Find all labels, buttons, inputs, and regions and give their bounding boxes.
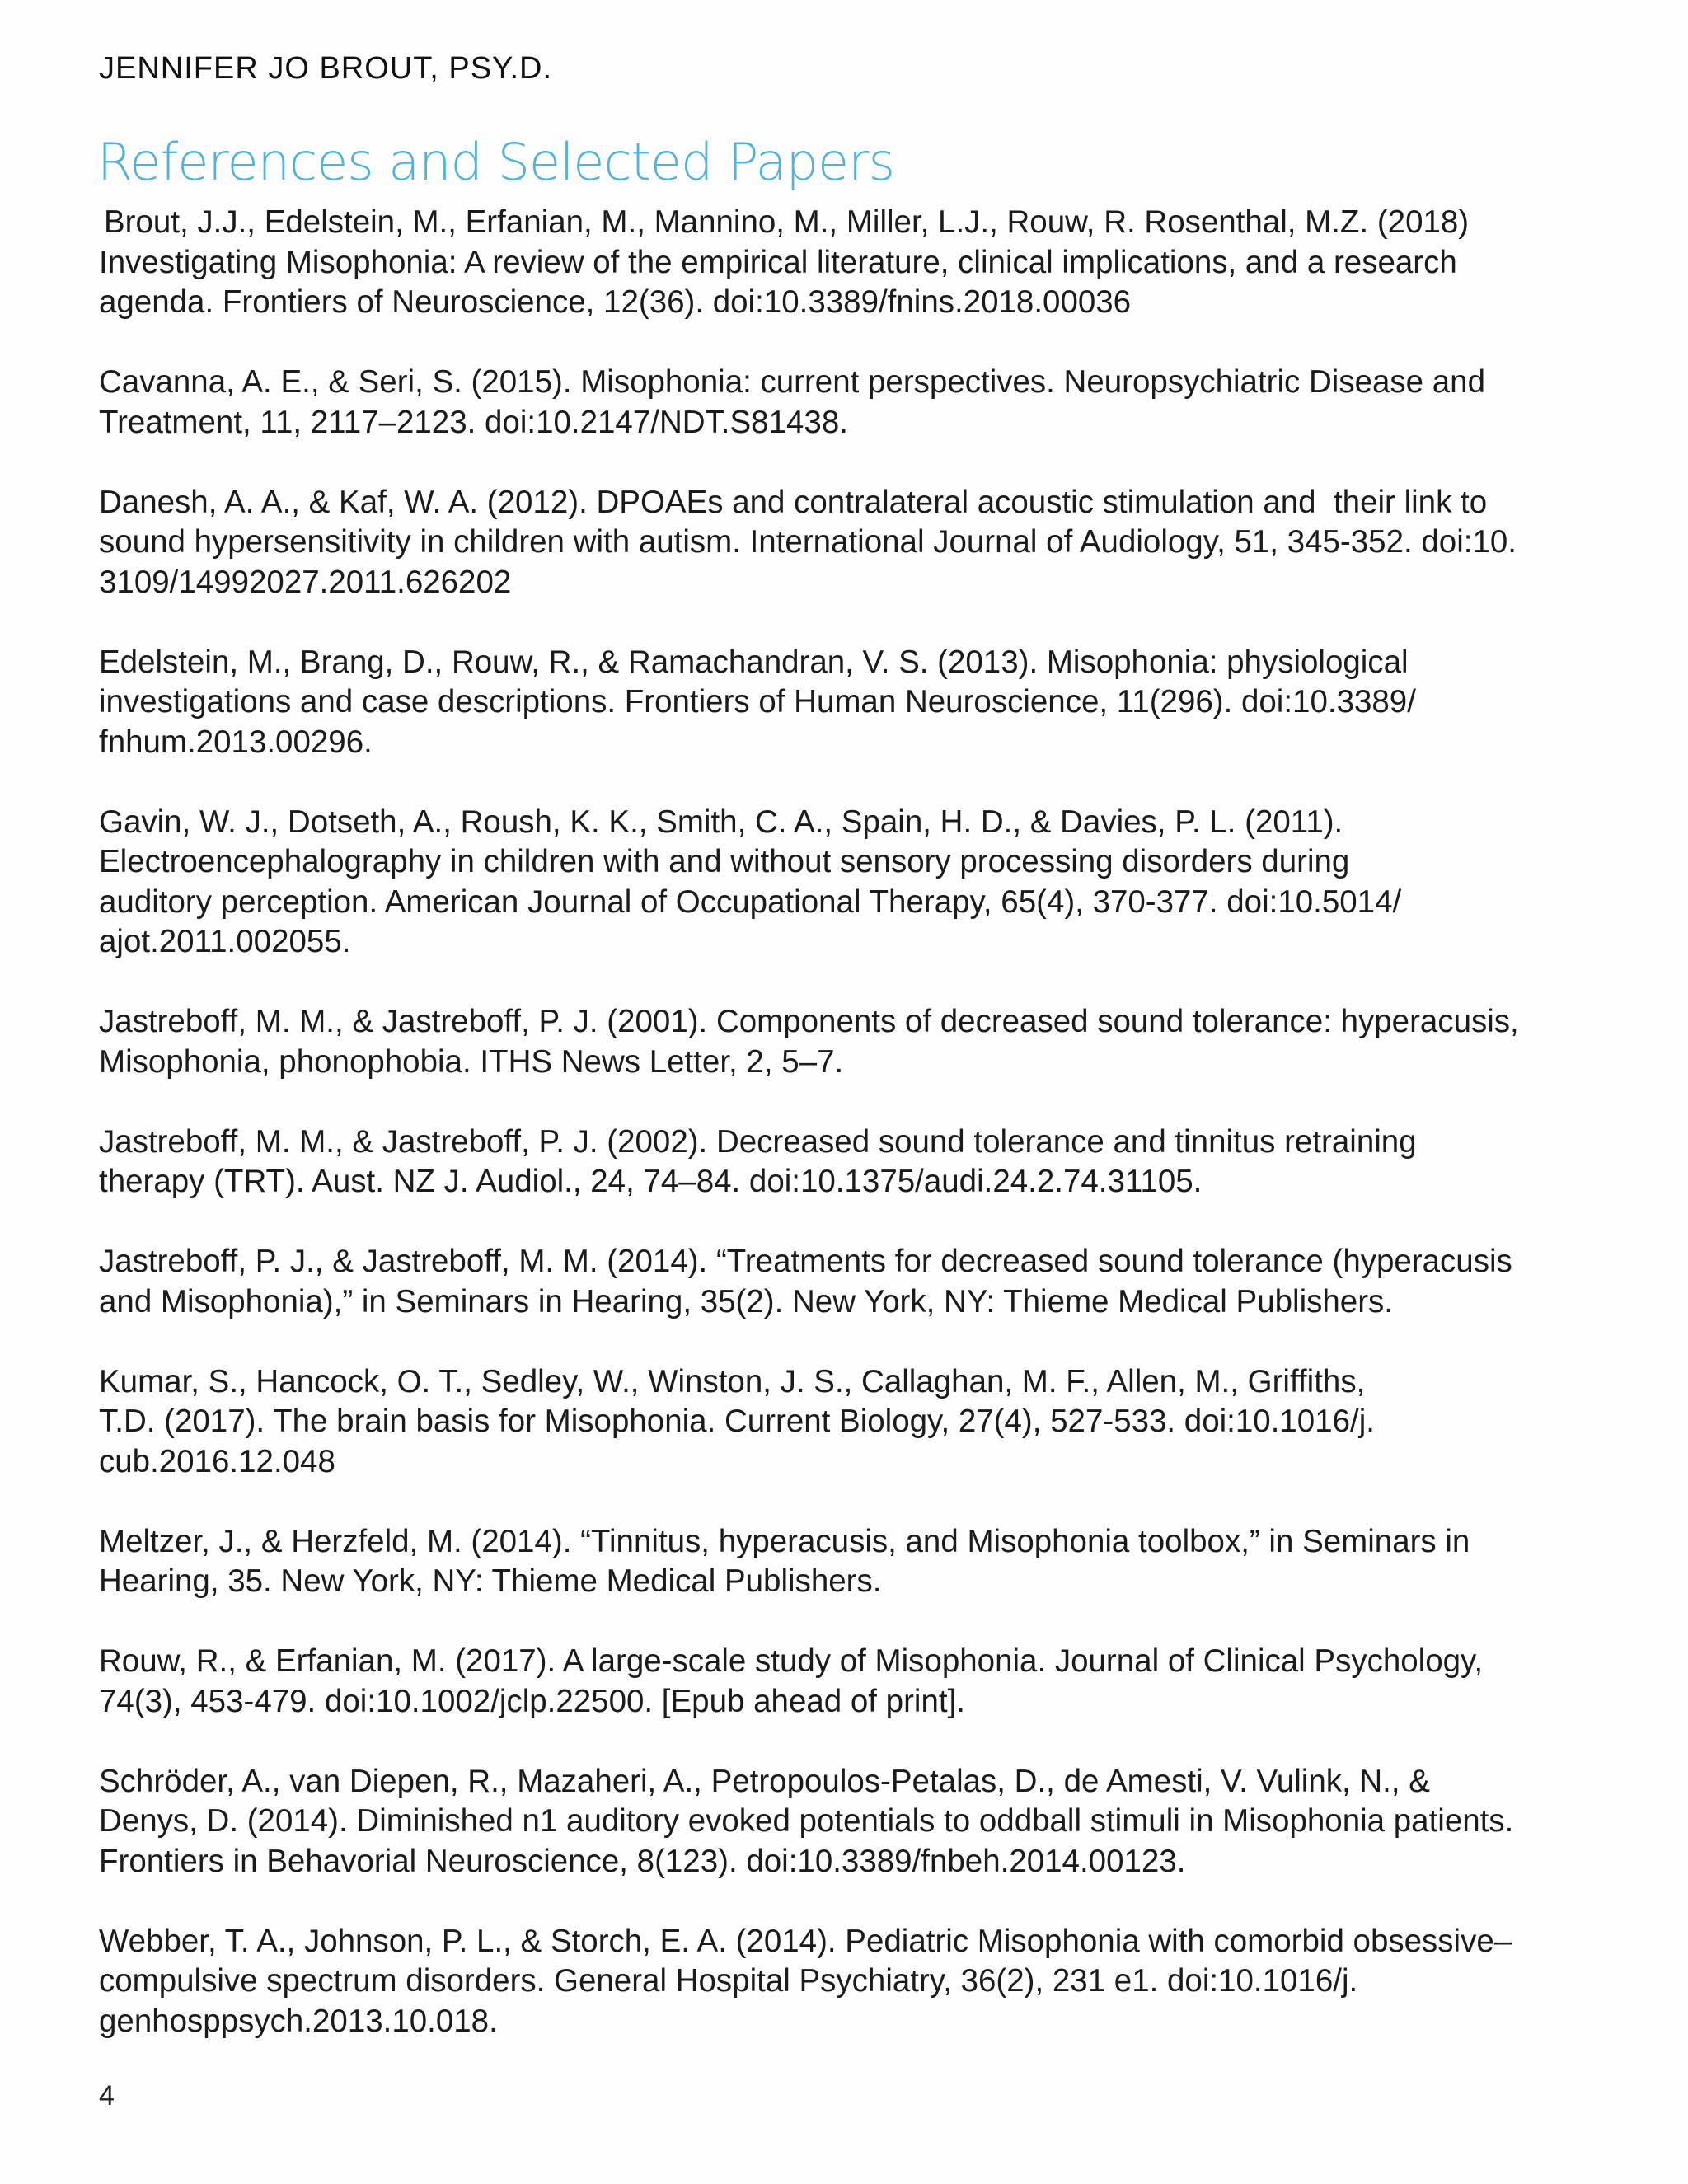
reference-line: Electroencephalography in children with and without sensory processing disorders during — [99, 844, 1350, 879]
reference-entry — [99, 1762, 1607, 1882]
reference-entry — [99, 1242, 1607, 1322]
reference-entry — [99, 1642, 1607, 1722]
reference-line: Brout, J.J., Edelstein, M., Erfanian, M., Mannino, M., Miller, L.J., Rouw, R. Rosenthal, M.Z. (2018) — [104, 204, 1470, 240]
reference-line: Hearing, 35. New York, NY: Thieme Medical Publishers. — [99, 1563, 882, 1599]
reference-line: cub.2016.12.048 — [99, 1443, 335, 1479]
reference-entry — [99, 1522, 1607, 1602]
reference-line: genhosppsych.2013.10.018. — [99, 2003, 498, 2039]
reference-line: agenda. Frontiers of Neuroscience, 12(36). doi:10.3389/fnins.2018.00036 — [99, 284, 1132, 320]
reference-entry — [99, 803, 1607, 963]
reference-entry — [99, 1122, 1607, 1202]
reference-entry — [99, 643, 1607, 763]
reference-line: Frontiers in Behavorial Neuroscience, 8(123). doi:10.3389/fnbeh.2014.00123. — [99, 1843, 1186, 1879]
page-number: 4 — [99, 2080, 115, 2111]
reference-line: 3109/14992027.2011.626202 — [99, 564, 512, 600]
reference-line: and Misophonia),” in Seminars in Hearing, 35(2). New York, NY: Thieme Medical Publishers. — [99, 1283, 1393, 1319]
reference-line: fnhum.2013.00296. — [99, 724, 373, 760]
reference-line: sound hypersensitivity in children with autism. International Journal of Audiology, 51, 345-352. doi:10. — [99, 524, 1517, 560]
reference-entry — [99, 483, 1607, 603]
reference-line: Jastreboff, P. J., & Jastreboff, M. M. (2014). “Treatments for decreased sound tolerance (hyperacusis — [99, 1244, 1512, 1279]
reference-line: Schröder, A., van Diepen, R., Mazaheri, A., Petropoulos-Petalas, D., de Amesti, V. Vulink, N., & — [99, 1763, 1430, 1799]
reference-line: Jastreboff, M. M., & Jastreboff, P. J. (2001). Components of decreased sound tolerance: hyperacusis, — [99, 1004, 1519, 1039]
reference-entry — [99, 1002, 1607, 1082]
reference-line: auditory perception. American Journal of Occupational Therapy, 65(4), 370-377. doi:10.5014/ — [99, 883, 1402, 920]
reference-line: Misophonia, phonophobia. ITHS News Letter, 2, 5–7. — [99, 1043, 844, 1080]
reference-line: Kumar, S., Hancock, O. T., Sedley, W., Winston, J. S., Callaghan, M. F., Allen, M., Griffiths, — [99, 1363, 1366, 1399]
reference-line: Investigating Misophonia: A review of the empirical literature, clinical implications, and a research — [99, 244, 1457, 280]
reference-list — [99, 203, 1607, 2082]
author-header: JENNIFER JO BROUT, PSY.D. — [99, 51, 553, 86]
reference-line: Meltzer, J., & Herzfeld, M. (2014). “Tinnitus, hyperacusis, and Misophonia toolbox,” in Seminars in — [99, 1523, 1470, 1559]
reference-line: Edelstein, M., Brang, D., Rouw, R., & Ramachandran, V. S. (2013). Misophonia: physiological — [99, 644, 1409, 680]
reference-line: T.D. (2017). The brain basis for Misophonia. Current Biology, 27(4), 527-533. doi:10.1016/j. — [99, 1404, 1375, 1439]
reference-line: Treatment, 11, 2117–2123. doi:10.2147/NDT.S81438. — [99, 404, 848, 440]
reference-entry — [99, 1362, 1607, 1483]
reference-line: ajot.2011.002055. — [99, 924, 351, 959]
reference-line: 74(3), 453-479. doi:10.1002/jclp.22500. [Epub ahead of print]. — [99, 1683, 965, 1719]
reference-line: Cavanna, A. E., & Seri, S. (2015). Misophonia: current perspectives. Neuropsychiatric Disease and — [99, 364, 1485, 400]
reference-entry — [99, 363, 1607, 443]
reference-line: Jastreboff, M. M., & Jastreboff, P. J. (2002). Decreased sound tolerance and tinnitus retraining — [99, 1123, 1417, 1160]
section-title: References and Selected Papers — [97, 132, 894, 192]
reference-line: Rouw, R., & Erfanian, M. (2017). A large-scale study of Misophonia. Journal of Clinical Psychology, — [99, 1643, 1484, 1679]
reference-entry — [99, 203, 1607, 323]
reference-line: Danesh, A. A., & Kaf, W. A. (2012). DPOAEs and contralateral acoustic stimulation and their link to — [99, 484, 1488, 520]
reference-line: Webber, T. A., Johnson, P. L., & Storch, E. A. (2014). Pediatric Misophonia with comorbid obsessive– — [99, 1923, 1512, 1959]
reference-line: compulsive spectrum disorders. General Hospital Psychiatry, 36(2), 231 e1. doi:10.1016/j. — [99, 1963, 1358, 1999]
reference-line: investigations and case descriptions. Frontiers of Human Neuroscience, 11(296). doi:10.3389/ — [99, 684, 1416, 719]
reference-line: Denys, D. (2014). Diminished n1 auditory evoked potentials to oddball stimuli in Misophonia patients. — [99, 1803, 1514, 1839]
reference-entry — [99, 1922, 1607, 2042]
reference-line: therapy (TRT). Aust. NZ J. Audiol., 24, 74–84. doi:10.1375/audi.24.2.74.31105. — [99, 1164, 1203, 1199]
reference-line: Gavin, W. J., Dotseth, A., Roush, K. K., Smith, C. A., Spain, H. D., & Davies, P. L. (2011). — [99, 804, 1343, 840]
